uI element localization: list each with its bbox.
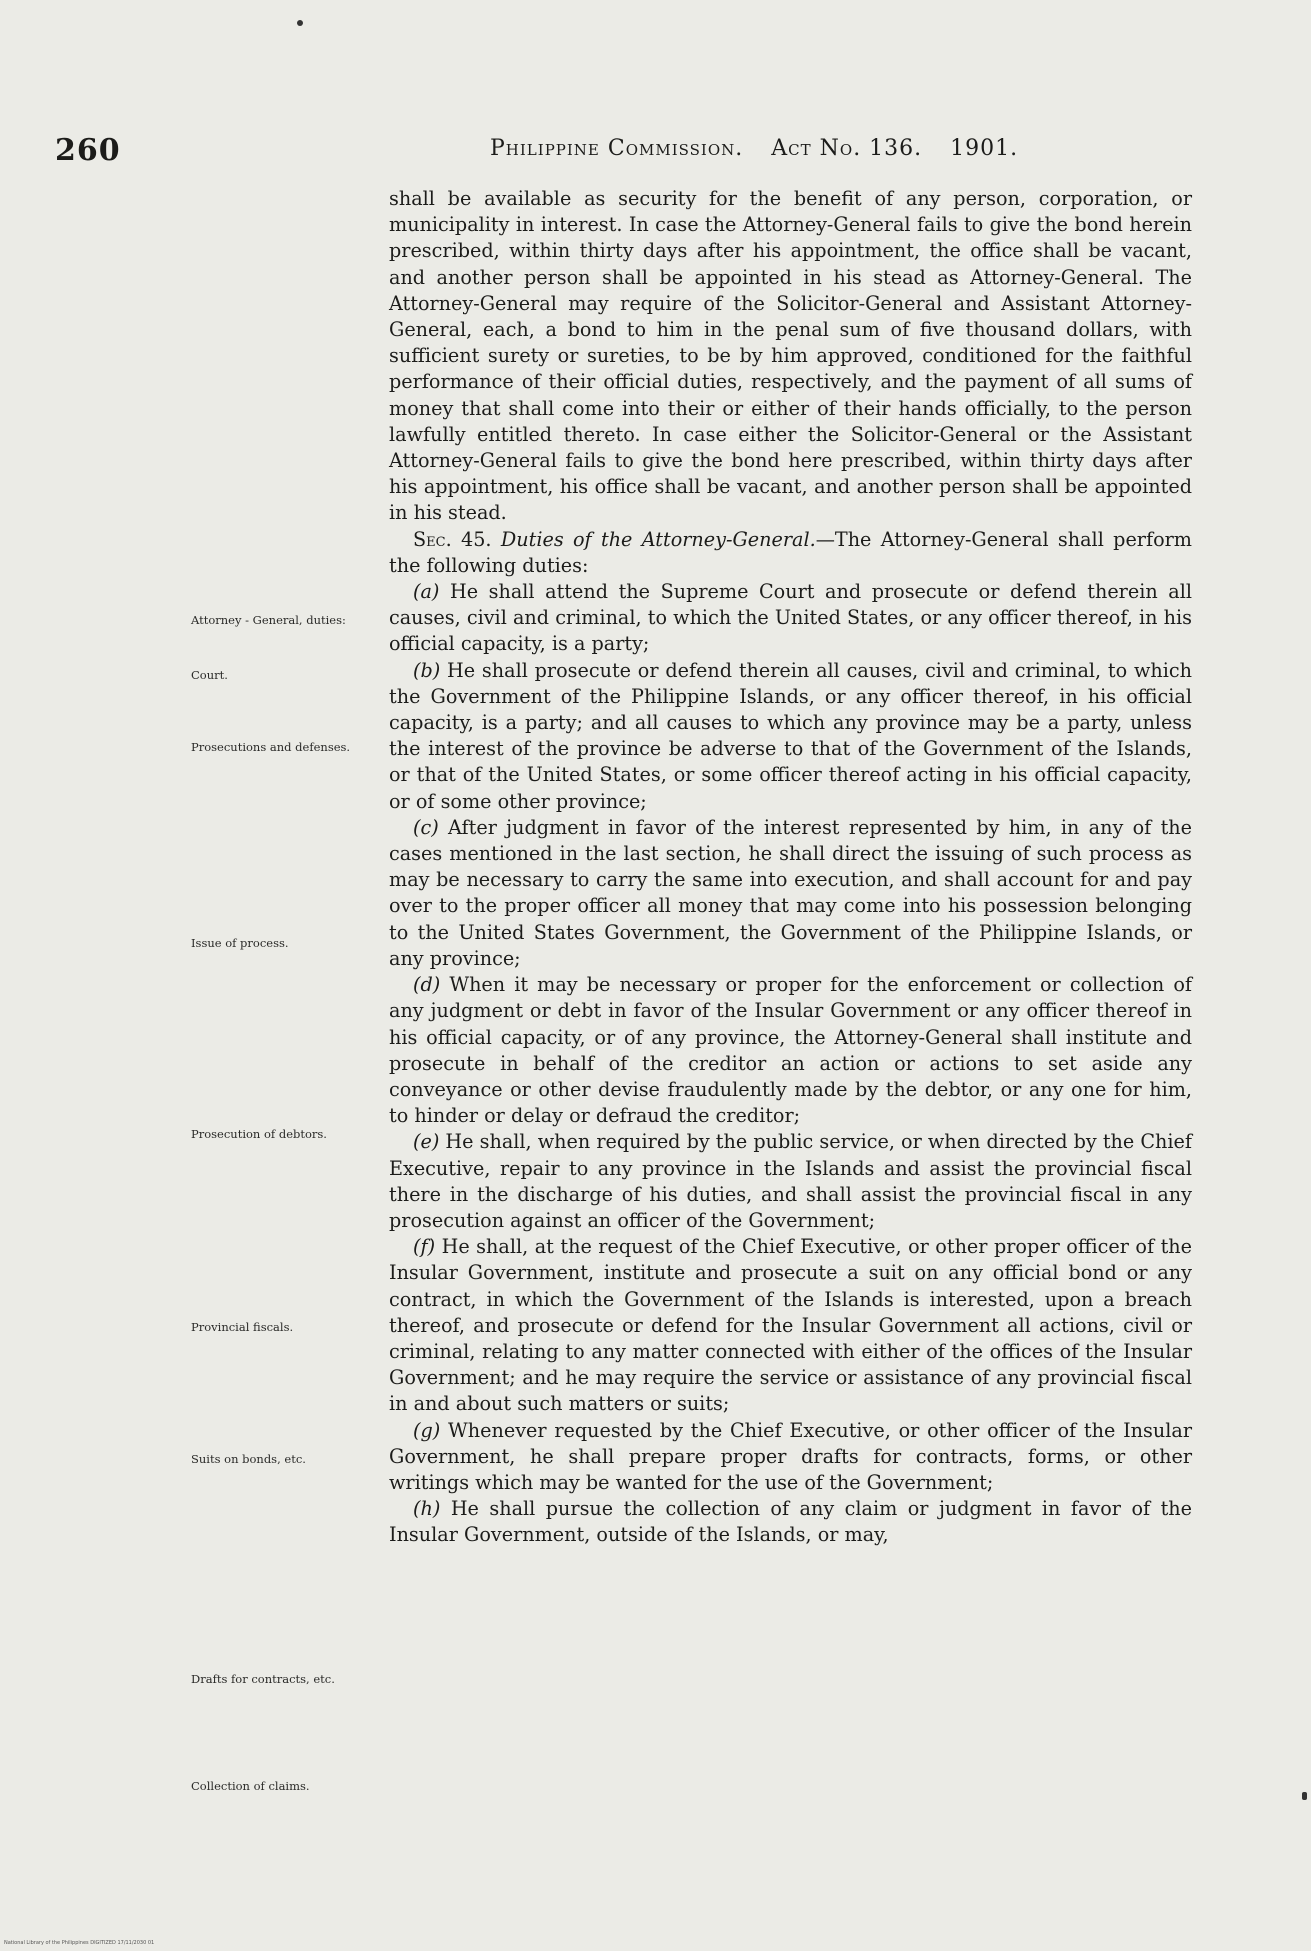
body-text (389, 186, 1192, 1549)
margin-note-duties: Attorney - General, duties: (191, 613, 346, 627)
margin-note-process: Issue of process. (191, 936, 289, 950)
item-text: He shall, at the request of the Chief Executive, or other proper officer of the Insular Government, institute and prosecute a suit on any official bond or any contract, in which the Government of the Islands is interested, upon a breach thereof, and prosecute or defend for the Insular Government all actions, civil or criminal, relating to any matter connected with either of the offices of the Insular Government; and he may require the service or assistance of any provincial fiscal in and about such matters or suits; (389, 1235, 1192, 1416)
margin-notes (0, 0, 380, 1951)
paragraph-h (389, 1496, 1192, 1548)
page-number: 260 (55, 133, 121, 168)
item-letter: (d) (413, 973, 441, 997)
running-head-year: 1901. (950, 136, 1019, 161)
item-text: After judgment in favor of the interest represented by him, in any of the cases mentioned in the last section, he shall direct the issuing of such process as may be necessary to carry the same into execution, and shall account for and pay over to the proper officer all money that may come into his possession belonging to the United States Government, the Government of the Philippine Islands, or any province; (389, 815, 1192, 970)
margin-note-court: Court. (191, 668, 228, 682)
item-text: He shall, when required by the public service, or when directed by the Chief Executive, repair to any province in the Islands and assist the provincial fiscal there in the discharge of his duties, and shall assist the provincial fiscal in any prosecution against an officer of the Government; (389, 1130, 1192, 1232)
paragraph-f (389, 1234, 1192, 1417)
item-letter: (a) (413, 580, 440, 604)
paragraph-e (389, 1129, 1192, 1234)
running-head-act: Act No. 136. (771, 136, 923, 161)
margin-note-prosecutions: Prosecutions and defenses. (191, 740, 351, 754)
paragraph-bond: shall be available as security for the benefit of any person, corporation, or municipality in interest. In case the Attorney-General fails to give the bond herein prescribed, within thirty days after his appointment, the office shall be vacant, and another person shall be appointed in his stead as Attorney-General. The Attorney-General may require of the Solicitor-General and Assistant Attorney-General, each, a bond to him in the penal sum of five thousand dollars, with sufficient surety or sureties, to be by him approved, conditioned for the faithful performance of their official duties, respectively, and the payment of all sums of money that shall come into their or either of their hands officially, to the person lawfully entitled thereto. In case either the Solicitor-General or the Assistant Attorney-General fails to give the bond here prescribed, within thirty days after his appointment, his office shall be vacant, and another person shall be appointed in his stead. (389, 187, 1192, 525)
paragraph-a (389, 579, 1192, 658)
paragraph-b (389, 658, 1192, 815)
section-intro: —The Attorney-General shall perform the following duties: (389, 527, 1192, 577)
paragraph-g (389, 1418, 1192, 1497)
paragraph-c (389, 815, 1192, 972)
margin-note-fiscals: Provincial fiscals. (191, 1320, 294, 1334)
item-text: He shall pursue the collection of any claim or judgment in favor of the Insular Government, outside of the Islands, or may, (389, 1497, 1192, 1547)
item-letter: (e) (413, 1130, 440, 1154)
item-letter: (b) (413, 658, 441, 682)
paragraph-sec-45 (389, 527, 1192, 579)
margin-note-debtors: Prosecution of debtors. (191, 1127, 327, 1141)
running-head-title: Philippine Commission. (490, 136, 744, 161)
scan-footer: National Library of the Philippines DIGITIZED 17/11/2030 01 (4, 1940, 155, 1946)
paragraph-d (389, 972, 1192, 1129)
item-letter: (h) (413, 1497, 441, 1521)
edge-mark (1302, 1792, 1307, 1800)
item-text: He shall prosecute or defend therein all causes, civil and criminal, to which the Government of the Philippine Islands, or any officer thereof, in his official capacity, is a party; and all causes to which any province may be a party, unless the interest of the province be adverse to that of the Government of the Islands, or that of the United States, or some officer thereof acting in his official capacity, or of some other province; (389, 658, 1192, 813)
section-number: Sec. 45. (413, 527, 492, 551)
item-text: He shall attend the Supreme Court and prosecute or defend therein all causes, civil and criminal, to which the United States, or any officer thereof, in his official capacity, is a party; (389, 580, 1192, 656)
item-letter: (f) (413, 1235, 436, 1259)
item-text: When it may be necessary or proper for the enforcement or collection of any judgment or debt in favor of the Insular Government or any officer thereof in his official capacity, or of any province, the Attorney-General shall institute and prosecute in behalf of the creditor an action or actions to set aside any conveyance or other devise fraudulently made by the debtor, or any one for him, to hinder or delay or defraud the creditor; (389, 973, 1192, 1128)
item-letter: (c) (413, 815, 439, 839)
item-letter: (g) (413, 1418, 441, 1442)
margin-note-claims: Collection of claims. (191, 1779, 310, 1793)
running-head (490, 136, 1018, 161)
margin-note-suits: Suits on bonds, etc. (191, 1452, 306, 1466)
margin-note-drafts: Drafts for contracts, etc. (191, 1672, 335, 1686)
section-title: Duties of the Attorney-General. (500, 527, 816, 551)
item-text: Whenever requested by the Chief Executive, or other officer of the Insular Government, he shall prepare proper drafts for contracts, forms, or other writings which may be wanted for the use of the Government; (389, 1418, 1192, 1494)
